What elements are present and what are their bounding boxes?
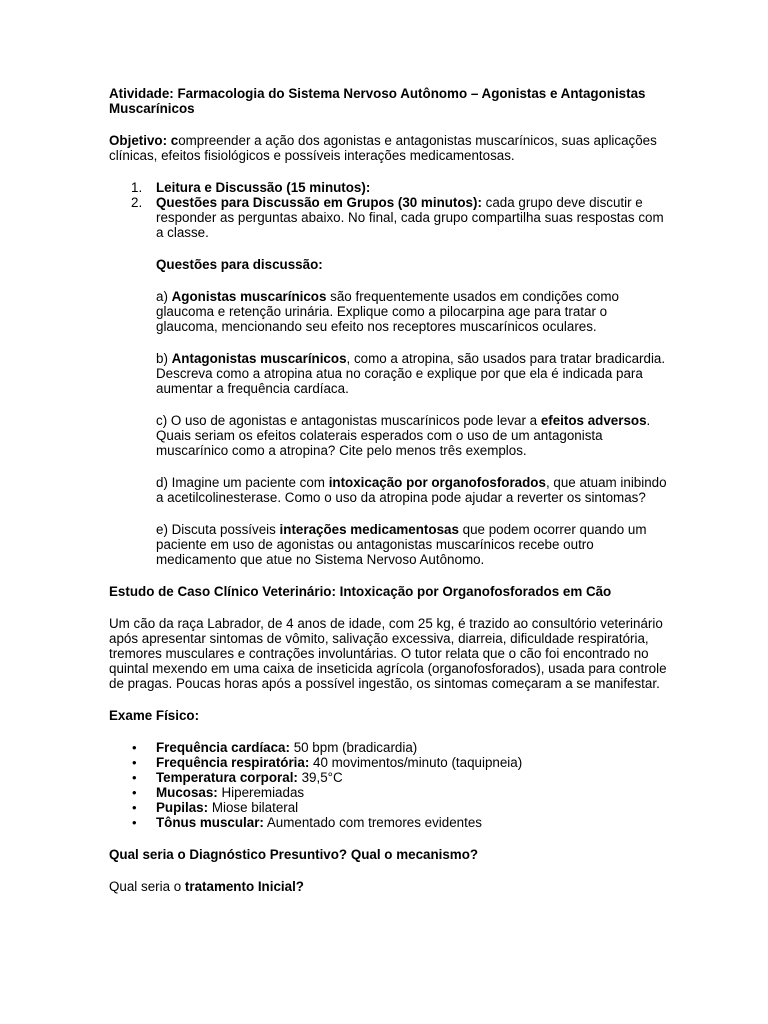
step-label: Questões para Discussão em Grupos (30 minutos):	[156, 195, 482, 210]
question-prefix: a)	[156, 289, 172, 304]
finding-label: Mucosas:	[156, 785, 218, 800]
list-item	[109, 800, 669, 815]
finding-label: Tônus muscular:	[156, 815, 264, 830]
finding-value: 50 bpm (bradicardia)	[289, 740, 418, 755]
question-prefix: b)	[156, 351, 172, 366]
list-item	[109, 740, 669, 755]
question-text: , que atuam inibindo a acetilcolinesterase. Como o uso da atropina pode ajudar a reverter os sintomas?	[156, 475, 667, 505]
question-text: , como a atropina, são usados para tratar bradicardia. Descreva como a atropina atua no coração e explique por que ela é indicada para aumentar a frequência cardíaca.	[156, 351, 666, 396]
questions-heading: Questões para discussão:	[156, 257, 323, 272]
case-heading: Estudo de Caso Clínico Veterinário: Intoxicação por Organofosforados em Cão	[109, 584, 612, 599]
objective-label: Objetivo: c	[109, 133, 179, 148]
question-a	[156, 289, 669, 334]
bullet-icon: •	[132, 800, 137, 815]
bullet-icon: •	[132, 815, 137, 830]
exam-heading: Exame Físico:	[109, 708, 200, 723]
activity-steps-list	[109, 180, 669, 240]
treatment-question-prefix: Qual seria o	[109, 879, 185, 894]
list-item	[109, 785, 669, 800]
treatment-question-keyword: tratamento Inicial?	[184, 879, 304, 894]
list-number: 2.	[131, 195, 143, 210]
finding-label: Frequência cardíaca:	[156, 740, 290, 755]
objective-text: ompreender a ação dos agonistas e antagonistas muscarínicos, suas aplicações clínicas, efeitos fisiológicos e possíveis interações medicamentosas.	[109, 133, 657, 163]
exam-findings-list	[109, 740, 669, 830]
list-item	[109, 755, 669, 770]
list-item	[109, 195, 669, 240]
bullet-icon: •	[132, 770, 137, 785]
diagnosis-question: Qual seria o Diagnóstico Presuntivo? Qual o mecanismo?	[109, 847, 479, 862]
finding-value: Hiperemiadas	[217, 785, 305, 800]
case-description: Um cão da raça Labrador, de 4 anos de idade, com 25 kg, é trazido ao consultório veterinário após apresentar sintomas de vômito, salivação excessiva, diarreia, dificuldade respiratória, tremores musculares e contrações involuntárias. O tutor relata que o cão foi encontrado no quintal mexendo em uma caixa de inseticida agrícola (organofosforados), usada para controle de pragas. Poucas horas após a possível ingestão, os sintomas começaram a se manifestar.	[109, 616, 667, 691]
question-text: são frequentemente usados em condições como glaucoma e retenção urinária. Explique como a pilocarpina age para tratar o glaucoma, mencionando seu efeito nos receptores muscarínicos oculares.	[156, 289, 619, 334]
question-c	[156, 413, 669, 458]
question-keyword: Agonistas muscarínicos	[171, 289, 327, 304]
document-page	[109, 86, 669, 894]
list-item	[109, 180, 669, 195]
objective-paragraph	[109, 133, 669, 163]
question-prefix: e) Discuta possíveis	[156, 522, 280, 537]
questions-section	[109, 257, 669, 567]
bullet-icon: •	[132, 740, 137, 755]
bullet-icon: •	[132, 755, 137, 770]
finding-label: Temperatura corporal:	[156, 770, 298, 785]
list-item	[109, 815, 669, 830]
question-text: que podem ocorrer quando um paciente em uso de agonistas ou antagonistas muscarínicos recebe outro medicamento que atue no Sistema Nervoso Autônomo.	[156, 522, 647, 567]
question-prefix: d) Imagine um paciente com	[156, 475, 329, 490]
finding-value: 39,5°C	[297, 770, 343, 785]
step-label: Leitura e Discussão (15 minutos):	[156, 180, 371, 195]
question-keyword: Antagonistas muscarínicos	[171, 351, 347, 366]
bullet-icon: •	[132, 785, 137, 800]
question-e	[156, 522, 669, 567]
question-prefix: c) O uso de agonistas e antagonistas muscarínicos pode levar a	[156, 413, 541, 428]
list-number: 1.	[131, 180, 143, 195]
question-text: . Quais seriam os efeitos colaterais esperados com o uso de um antagonista muscarínico como a atropina? Cite pelo menos três exemplos.	[156, 413, 651, 458]
finding-label: Pupilas:	[156, 800, 209, 815]
document-title: Atividade: Farmacologia do Sistema Nervoso Autônomo – Agonistas e Antagonistas Muscarínicos	[109, 86, 646, 116]
finding-label: Frequência respiratória:	[156, 755, 310, 770]
step-text: cada grupo deve discutir e responder as perguntas abaixo. No final, cada grupo compartilha suas respostas com a classe.	[156, 195, 664, 240]
question-keyword: intoxicação por organofosforados	[328, 475, 546, 490]
question-d	[156, 475, 669, 505]
finding-value: Aumentado com tremores evidentes	[263, 815, 482, 830]
question-b	[156, 351, 669, 396]
list-item	[109, 770, 669, 785]
question-keyword: interações medicamentosas	[279, 522, 459, 537]
finding-value: 40 movimentos/minuto (taquipneia)	[309, 755, 523, 770]
question-keyword: efeitos adversos	[540, 413, 647, 428]
treatment-question	[109, 879, 669, 894]
finding-value: Miose bilateral	[208, 800, 299, 815]
